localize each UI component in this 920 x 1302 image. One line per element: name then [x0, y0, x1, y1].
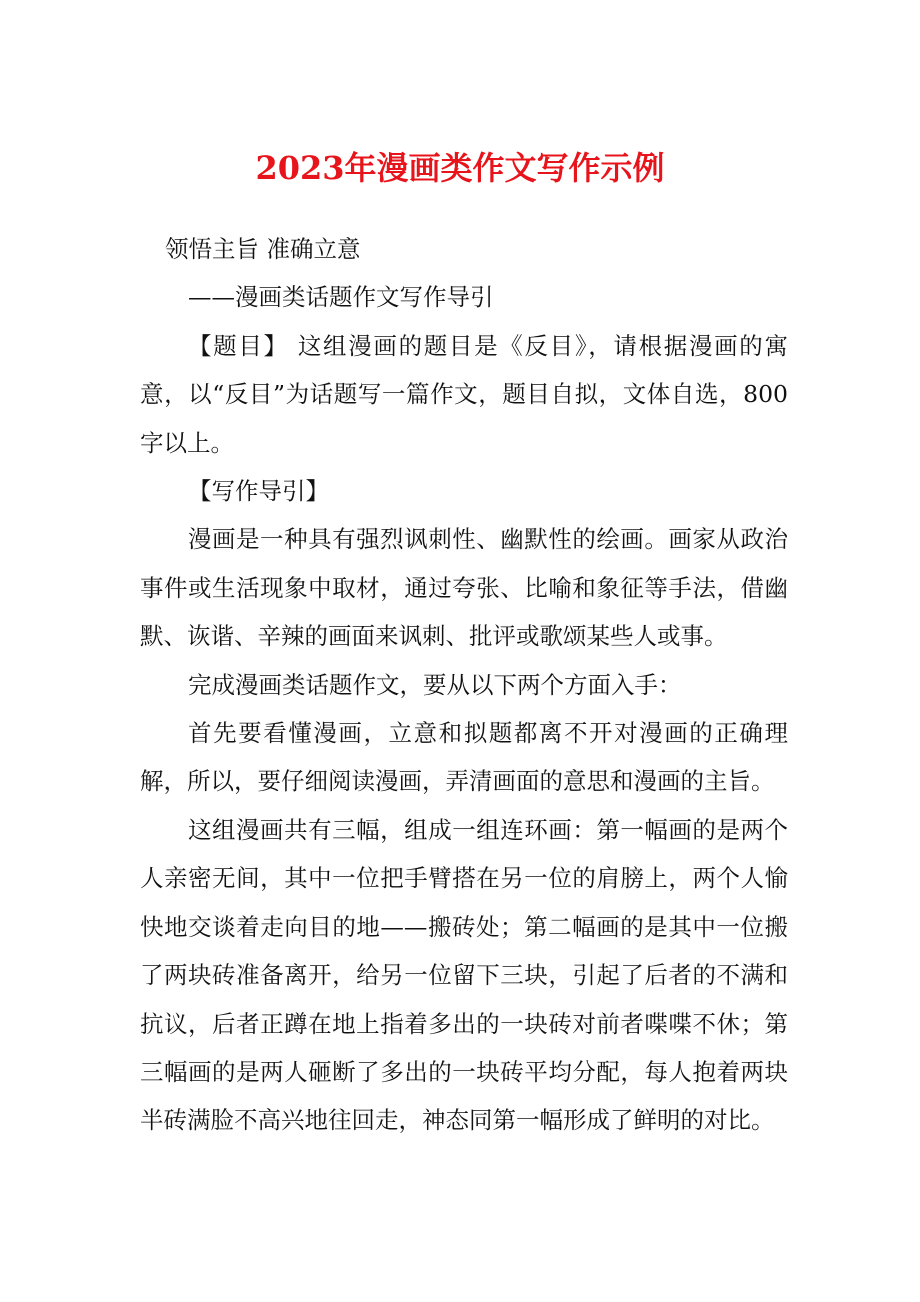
page-title: 2023年漫画类作文写作示例 [255, 149, 665, 187]
subtitle-line: 领悟主旨 准确立意 [165, 235, 361, 263]
paragraph-comic-description: 这组漫画共有三幅，组成一组连环画：第一幅画的是两个人亲密无间，其中一位把手臂搭在另一位的肩膀上，两个人愉快地交谈着走向目的地——搬砖处；第二幅画的是其中一位搬了两块砖准备离开，给另一位留下三块，引起了后者的不满和抗议，后者正蹲在地上指着多出的一块砖对前者喋喋不休；第三幅画的是两人砸断了多出的一块砖平均分配，每人抱着两块半砖满脸不高兴地往回走，神态同第一幅形成了鲜明的对比。 [140, 815, 788, 1135]
document-body [140, 225, 788, 1145]
topic-paragraph: 【题目】 这组漫画的题目是《反目》，请根据漫画的寓意，以“反目”为话题写一篇作文，题目自拟，文体自选，800字以上。 [140, 331, 788, 457]
section-heading-guide: 【写作导引】 [188, 477, 329, 506]
paragraph-comic-definition: 漫画是一种具有强烈讽刺性、幽默性的绘画。画家从政治事件或生活现象中取材，通过夸张、比喻和象征等手法，借幽默、诙谐、辛辣的画面来讽刺、批评或歌颂某些人或事。 [140, 525, 788, 651]
subtitle-dash-line: ——漫画类话题作文写作导引 [188, 283, 494, 312]
paragraph-understand-comic: 首先要看懂漫画，立意和拟题都离不开对漫画的正确理解，所以，要仔细阅读漫画，弄清画面的意思和漫画的主旨。 [140, 719, 788, 796]
paragraph-two-aspects: 完成漫画类话题作文，要从以下两个方面入手： [188, 670, 682, 699]
